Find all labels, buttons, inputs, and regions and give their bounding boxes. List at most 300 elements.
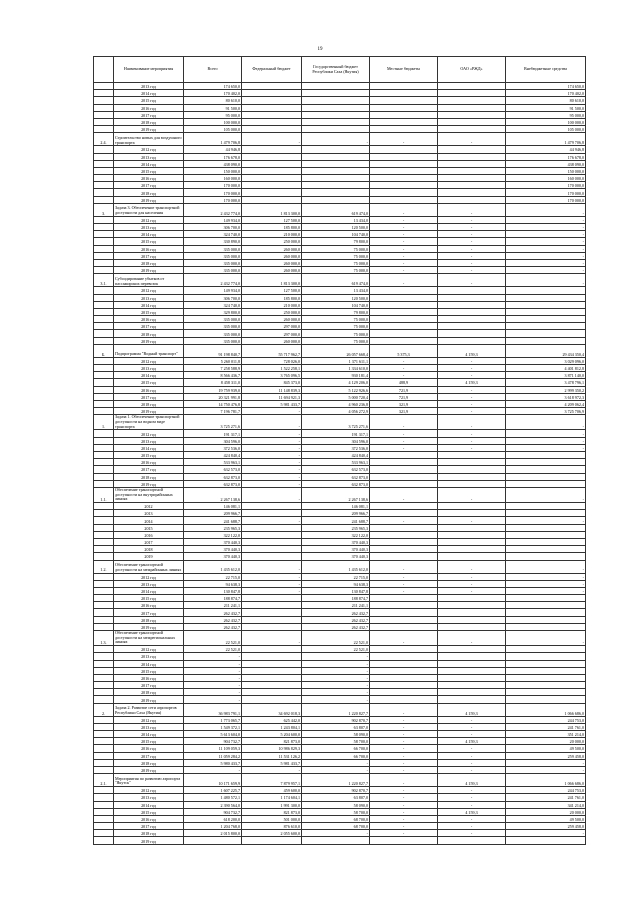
- row-value-cell: 170 000,0: [184, 189, 242, 196]
- row-value-cell: -: [302, 766, 370, 773]
- row-name-cell: 2016 год: [114, 104, 184, 111]
- row-code-cell: [94, 466, 114, 473]
- row-value-cell: [370, 674, 438, 681]
- row-value-cell: [438, 531, 506, 538]
- row-value-cell: 370 440,3: [184, 538, 242, 545]
- row-value-cell: -: [438, 408, 506, 415]
- row-value-cell: [370, 459, 438, 466]
- row-value-cell: -: [438, 357, 506, 364]
- row-name-cell: 2016 год: [114, 602, 184, 609]
- row-value-cell: [370, 531, 438, 538]
- row-value-cell: 170 402,0: [184, 90, 242, 97]
- row-value-cell: [242, 160, 302, 167]
- row-value-cell: [242, 111, 302, 118]
- row-value-cell: [506, 510, 586, 517]
- table-row: [94, 111, 586, 118]
- row-code-cell: [94, 444, 114, 451]
- table-row: [94, 531, 586, 538]
- row-value-cell: 845 373,0: [242, 379, 302, 386]
- row-code-cell: [94, 580, 114, 587]
- row-value-cell: 341 214,0: [506, 801, 586, 808]
- row-value-cell: 1 991 300,0: [242, 801, 302, 808]
- row-value-cell: 11 109 059,3: [184, 745, 242, 752]
- row-value-cell: [506, 531, 586, 538]
- row-value-cell: 2 999 350,2: [506, 386, 586, 393]
- row-name-cell: 2017 год: [114, 682, 184, 689]
- row-value-cell: 100 000,0: [184, 118, 242, 125]
- row-value-cell: -: [370, 580, 438, 587]
- row-value-cell: -: [438, 731, 506, 738]
- row-value-cell: 335 000,0: [184, 337, 242, 344]
- row-name-cell: 2014 год: [114, 660, 184, 667]
- row-value-cell: [242, 182, 302, 189]
- table-row: [94, 118, 586, 125]
- row-value-cell: 11 531 126,2: [242, 752, 302, 759]
- row-value-cell: -: [506, 238, 586, 245]
- row-value-cell: -: [438, 716, 506, 723]
- row-code-cell: [94, 386, 114, 393]
- row-value-cell: -: [506, 517, 586, 524]
- row-value-cell: 619 474,0: [302, 274, 370, 287]
- row-value-cell: 1 066 686,0: [506, 703, 586, 716]
- row-value-cell: -: [302, 660, 370, 667]
- row-value-cell: -: [370, 203, 438, 216]
- page-number: 19: [317, 47, 323, 52]
- row-value-cell: -: [438, 252, 506, 259]
- row-value-cell: [242, 646, 302, 653]
- row-name-cell: 2015 год: [114, 97, 184, 104]
- row-name-cell: 2014 год: [114, 90, 184, 97]
- row-value-cell: 262 432,7: [302, 609, 370, 616]
- row-value-cell: 94 638,3: [302, 580, 370, 587]
- table-row: [94, 274, 586, 287]
- row-code-cell: [94, 752, 114, 759]
- row-value-cell: -: [438, 631, 506, 646]
- row-value-cell: -: [506, 587, 586, 594]
- row-value-cell: [370, 182, 438, 189]
- row-code-cell: [94, 160, 114, 167]
- row-name-cell: 2016 год: [114, 815, 184, 822]
- row-value-cell: 209 966,7: [184, 510, 242, 517]
- row-code-cell: [94, 830, 114, 837]
- header-cell-code: [94, 57, 114, 83]
- row-value-cell: [370, 503, 438, 510]
- row-code-cell: [94, 153, 114, 160]
- row-value-cell: [242, 609, 302, 616]
- row-value-cell: 120 500,0: [302, 294, 370, 301]
- row-value-cell: 260 000,0: [242, 252, 302, 259]
- row-value-cell: [506, 623, 586, 630]
- row-value-cell: 170 000,0: [506, 182, 586, 189]
- header-cell-federal: Федеральный бюджет: [242, 57, 302, 83]
- row-value-cell: [506, 330, 586, 337]
- row-value-cell: [370, 337, 438, 344]
- row-value-cell: -: [370, 631, 438, 646]
- row-name-cell: 2016 год: [114, 386, 184, 393]
- row-name-cell: 2013 год: [114, 365, 184, 372]
- table-row: [94, 517, 586, 524]
- row-name-cell: 2019 год: [114, 623, 184, 630]
- table-row: [94, 104, 586, 111]
- row-value-cell: [184, 837, 242, 844]
- row-value-cell: 335 000,0: [184, 267, 242, 274]
- row-value-cell: [242, 531, 302, 538]
- row-value-cell: -: [438, 133, 506, 146]
- row-value-cell: -: [506, 830, 586, 837]
- row-code-cell: [94, 146, 114, 153]
- row-value-cell: [302, 196, 370, 203]
- row-name-cell: 2014 год: [114, 231, 184, 238]
- row-code-cell: [94, 696, 114, 703]
- header-cell-extrabudget: Внебюджетные средства: [506, 57, 586, 83]
- row-value-cell: 3 725 271,6: [184, 415, 242, 430]
- table-row: [94, 308, 586, 315]
- row-value-cell: 297 000,0: [242, 323, 302, 330]
- row-value-cell: 4 159,3: [438, 379, 506, 386]
- row-value-cell: [242, 674, 302, 681]
- table-row: [94, 175, 586, 182]
- row-value-cell: [370, 546, 438, 553]
- row-value-cell: -: [242, 480, 302, 487]
- row-code-cell: [94, 252, 114, 259]
- table-row: [94, 689, 586, 696]
- row-value-cell: -: [438, 830, 506, 837]
- row-value-cell: [506, 837, 586, 844]
- row-value-cell: 370 440,3: [184, 553, 242, 560]
- row-name-cell: 2013 год: [114, 580, 184, 587]
- row-value-cell: 1 204 768,0: [184, 823, 242, 830]
- row-value-cell: 1 220 827,7: [302, 703, 370, 716]
- row-value-cell: 821 873,0: [242, 808, 302, 815]
- row-value-cell: 170 000,0: [506, 196, 586, 203]
- row-value-cell: -: [242, 766, 302, 773]
- row-code-cell: [94, 400, 114, 407]
- row-name-cell: Задача 1. Обеспечение транспортной доступности на водном виде транспорта: [114, 415, 184, 430]
- row-value-cell: -: [438, 400, 506, 407]
- row-name-cell: 2018 год: [114, 689, 184, 696]
- row-value-cell: [242, 653, 302, 660]
- row-code-cell: 3.1.: [94, 274, 114, 287]
- row-value-cell: 372 536,0: [184, 444, 242, 451]
- row-code-cell: 1.2.: [94, 560, 114, 573]
- row-value-cell: 632 873,0: [302, 473, 370, 480]
- row-value-cell: 1 480 572,1: [184, 794, 242, 801]
- table-row: [94, 538, 586, 545]
- table-row: [94, 316, 586, 323]
- row-value-cell: -: [506, 766, 586, 773]
- row-value-cell: [506, 653, 586, 660]
- row-value-cell: 728 026,0: [242, 357, 302, 364]
- table-row: [94, 126, 586, 133]
- row-name-cell: 2013 год: [114, 653, 184, 660]
- row-value-cell: 2 432 774,0: [184, 203, 242, 216]
- row-value-cell: 185 800,0: [242, 224, 302, 231]
- row-code-cell: [94, 393, 114, 400]
- row-value-cell: [302, 111, 370, 118]
- row-value-cell: [438, 623, 506, 630]
- row-value-cell: [370, 616, 438, 623]
- row-value-cell: -: [370, 794, 438, 801]
- row-value-cell: 351 214,0: [506, 731, 586, 738]
- row-value-cell: -: [506, 444, 586, 451]
- row-value-cell: [370, 189, 438, 196]
- row-code-cell: [94, 216, 114, 223]
- row-value-cell: -: [370, 238, 438, 245]
- row-value-cell: -: [438, 216, 506, 223]
- row-value-cell: 20 000,0: [506, 808, 586, 815]
- table-row: [94, 837, 586, 844]
- row-value-cell: 5 613 604,0: [184, 731, 242, 738]
- row-name-cell: 2016 год: [114, 175, 184, 182]
- row-value-cell: 5 375,3: [370, 344, 438, 357]
- row-code-cell: [94, 808, 114, 815]
- row-name-cell: 2017 год: [114, 182, 184, 189]
- row-code-cell: [94, 118, 114, 125]
- row-value-cell: 22 521,0: [302, 631, 370, 646]
- row-value-cell: -: [438, 560, 506, 573]
- row-value-cell: [370, 609, 438, 616]
- row-value-cell: [242, 104, 302, 111]
- row-value-cell: 44 946,8: [184, 146, 242, 153]
- table-row: [94, 609, 586, 616]
- row-code-cell: [94, 330, 114, 337]
- row-code-cell: [94, 794, 114, 801]
- row-value-cell: 533 963,1: [302, 459, 370, 466]
- row-name-cell: 2019: [114, 553, 184, 560]
- row-value-cell: 930 181,4: [302, 372, 370, 379]
- row-value-cell: 105 000,0: [184, 126, 242, 133]
- row-value-cell: [242, 503, 302, 510]
- row-value-cell: [370, 623, 438, 630]
- row-value-cell: [242, 524, 302, 531]
- row-code-cell: [94, 766, 114, 773]
- row-value-cell: 244 753,0: [506, 716, 586, 723]
- row-value-cell: 370 440,3: [302, 538, 370, 545]
- row-value-cell: -: [506, 580, 586, 587]
- row-value-cell: 58 090,0: [302, 801, 370, 808]
- row-value-cell: 211 241,1: [184, 602, 242, 609]
- row-value-cell: [438, 696, 506, 703]
- row-code-cell: [94, 595, 114, 602]
- table-row: [94, 716, 586, 723]
- table-row: [94, 682, 586, 689]
- row-value-cell: 4 159,3: [438, 738, 506, 745]
- header-cell-total: Всего: [184, 57, 242, 83]
- row-value-cell: [438, 546, 506, 553]
- row-value-cell: 372 536,0: [302, 444, 370, 451]
- row-value-cell: -: [438, 573, 506, 580]
- row-value-cell: 55 717 962,7: [242, 344, 302, 357]
- row-name-cell: 2015 год: [114, 308, 184, 315]
- row-value-cell: [302, 837, 370, 844]
- row-value-cell: 19 759 939,0: [184, 386, 242, 393]
- row-value-cell: [370, 660, 438, 667]
- row-code-cell: [94, 716, 114, 723]
- row-value-cell: 324 740,0: [184, 301, 242, 308]
- row-value-cell: [438, 609, 506, 616]
- row-value-cell: 91 500,0: [184, 104, 242, 111]
- table-row: [94, 252, 586, 259]
- row-name-cell: 2018 год: [114, 330, 184, 337]
- row-value-cell: 1 435 612,0: [184, 560, 242, 573]
- row-value-cell: 3 725 271,6: [302, 415, 370, 430]
- row-value-cell: 160 000,0: [184, 175, 242, 182]
- table-body: [94, 83, 586, 845]
- row-value-cell: [370, 480, 438, 487]
- row-value-cell: [370, 323, 438, 330]
- table-row: [94, 653, 586, 660]
- row-name-cell: 2015 год: [114, 595, 184, 602]
- row-value-cell: 260 000,0: [242, 259, 302, 266]
- table-row: [94, 731, 586, 738]
- row-name-cell: 2014 год: [114, 731, 184, 738]
- row-value-cell: 191 317,1: [302, 430, 370, 437]
- row-value-cell: -: [242, 631, 302, 646]
- table-row: [94, 153, 586, 160]
- row-name-cell: 2019 год: [114, 408, 184, 415]
- row-value-cell: -: [370, 444, 438, 451]
- row-value-cell: [438, 674, 506, 681]
- row-value-cell: [370, 602, 438, 609]
- table-row: [94, 437, 586, 444]
- row-value-cell: [506, 473, 586, 480]
- row-value-cell: 11 148 839,3: [242, 386, 302, 393]
- row-value-cell: 95 000,0: [184, 111, 242, 118]
- row-name-cell: 2012 год: [114, 646, 184, 653]
- row-value-cell: -: [370, 774, 438, 787]
- row-name-cell: 2019 год: [114, 696, 184, 703]
- row-value-cell: -: [242, 517, 302, 524]
- row-name-cell: 2013 год: [114, 723, 184, 730]
- row-value-cell: -: [438, 437, 506, 444]
- row-value-cell: 1 813 300,0: [242, 274, 302, 287]
- table-row: [94, 365, 586, 372]
- row-value-cell: 3 618 972,3: [506, 393, 586, 400]
- table-row: [94, 133, 586, 146]
- row-value-cell: [370, 90, 438, 97]
- row-value-cell: 902 870,7: [302, 787, 370, 794]
- row-value-cell: -: [370, 573, 438, 580]
- row-value-cell: 260 000,0: [242, 245, 302, 252]
- row-value-cell: [370, 83, 438, 90]
- row-value-cell: 2 055 600,0: [242, 830, 302, 837]
- row-value-cell: -: [506, 415, 586, 430]
- row-name-cell: 2019 год: [114, 837, 184, 844]
- row-code-cell: [94, 238, 114, 245]
- row-value-cell: 7 879 957,1: [242, 774, 302, 787]
- table-row: [94, 723, 586, 730]
- row-value-cell: 370 440,3: [302, 553, 370, 560]
- row-value-cell: 260 000,0: [242, 267, 302, 274]
- row-value-cell: -: [438, 587, 506, 594]
- row-name-cell: 2018: [114, 546, 184, 553]
- row-value-cell: 75 000,0: [302, 337, 370, 344]
- table-row: [94, 203, 586, 216]
- row-code-cell: [94, 337, 114, 344]
- row-value-cell: 259 458,0: [506, 823, 586, 830]
- row-value-cell: -: [438, 231, 506, 238]
- row-name-cell: Мероприятия по развитию аэропорта "Якутск": [114, 774, 184, 787]
- row-value-cell: 4 129 206,0: [302, 379, 370, 386]
- row-value-cell: 7 258 588,9: [184, 365, 242, 372]
- row-value-cell: 259 458,0: [506, 752, 586, 759]
- row-value-cell: 902 870,7: [302, 716, 370, 723]
- row-value-cell: 241 761,0: [506, 794, 586, 801]
- row-value-cell: -: [438, 386, 506, 393]
- row-code-cell: 1.3.: [94, 631, 114, 646]
- table-row: [94, 444, 586, 451]
- row-value-cell: [438, 160, 506, 167]
- table-row: [94, 524, 586, 531]
- row-value-cell: 149 934,0: [184, 216, 242, 223]
- row-value-cell: 533 963,1: [184, 459, 242, 466]
- row-value-cell: -: [438, 365, 506, 372]
- row-value-cell: [370, 473, 438, 480]
- row-name-cell: Субсидирование убытков от пассажирских перевозок: [114, 274, 184, 287]
- row-value-cell: [242, 146, 302, 153]
- row-code-cell: [94, 517, 114, 524]
- row-value-cell: 100 000,0: [506, 118, 586, 125]
- row-value-cell: [370, 667, 438, 674]
- row-value-cell: 58 700,0: [302, 738, 370, 745]
- row-value-cell: [438, 503, 506, 510]
- row-name-cell: 2015 год: [114, 167, 184, 174]
- row-value-cell: 149 934,0: [184, 287, 242, 294]
- row-value-cell: 330 890,0: [184, 238, 242, 245]
- row-value-cell: -: [370, 766, 438, 773]
- row-value-cell: -: [438, 745, 506, 752]
- row-value-cell: 34 692 018,3: [242, 703, 302, 716]
- row-value-cell: [242, 682, 302, 689]
- financing-table: [93, 56, 586, 845]
- row-value-cell: [370, 308, 438, 315]
- row-value-cell: -: [438, 259, 506, 266]
- row-value-cell: 241 688,7: [302, 517, 370, 524]
- table-row: [94, 330, 586, 337]
- row-value-cell: [438, 97, 506, 104]
- row-value-cell: -: [302, 674, 370, 681]
- row-value-cell: 322 122,0: [302, 531, 370, 538]
- row-value-cell: -: [242, 587, 302, 594]
- table-row: [94, 189, 586, 196]
- row-value-cell: 174 650,0: [506, 83, 586, 90]
- row-value-cell: -: [438, 723, 506, 730]
- table-header-row: [94, 57, 586, 83]
- row-value-cell: 2 267 138,6: [302, 487, 370, 502]
- row-value-cell: [242, 595, 302, 602]
- row-value-cell: [370, 160, 438, 167]
- row-value-cell: [302, 182, 370, 189]
- row-value-cell: 1 479 706,8: [184, 133, 242, 146]
- row-name-cell: 2018 год: [114, 473, 184, 480]
- table-row: [94, 815, 586, 822]
- row-value-cell: [438, 294, 506, 301]
- row-value-cell: -: [242, 487, 302, 502]
- row-value-cell: [438, 83, 506, 90]
- row-value-cell: 241 761,0: [506, 723, 586, 730]
- row-value-cell: 13 434,0: [302, 216, 370, 223]
- row-value-cell: 211 241,1: [302, 602, 370, 609]
- row-value-cell: -: [370, 815, 438, 822]
- table-row: [94, 696, 586, 703]
- row-value-cell: [438, 682, 506, 689]
- table-row: [94, 379, 586, 386]
- row-value-cell: [506, 667, 586, 674]
- row-value-cell: [370, 689, 438, 696]
- row-value-cell: [302, 126, 370, 133]
- row-code-cell: [94, 759, 114, 766]
- row-value-cell: -: [438, 267, 506, 274]
